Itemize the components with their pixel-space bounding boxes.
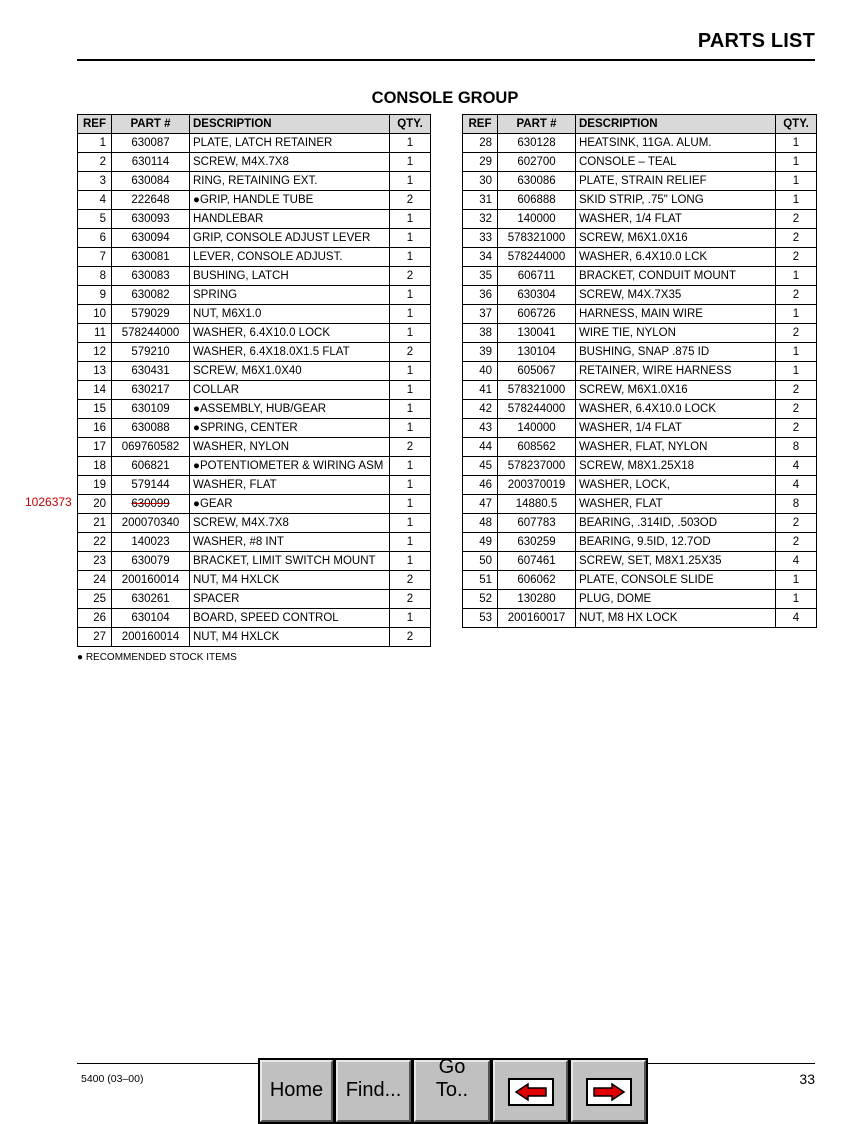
cell-ref: 42 [463, 400, 498, 419]
cell-ref: 22 [78, 533, 112, 552]
table-row [463, 286, 817, 305]
table-row [463, 476, 817, 495]
cell-part: 130041 [498, 324, 576, 343]
cell-part: 606821 [112, 457, 190, 476]
cell-part: 140000 [498, 419, 576, 438]
cell-desc: ●SPRING, CENTER [190, 419, 390, 438]
cell-desc: NUT, M4 HXLCK [190, 571, 390, 590]
cell-ref: 48 [463, 514, 498, 533]
cell-qty: 2 [776, 286, 817, 305]
cell-qty: 1 [390, 153, 431, 172]
cell-part: 14880.5 [498, 495, 576, 514]
cell-ref: 1 [78, 134, 112, 153]
cell-qty: 1 [390, 248, 431, 267]
table-row [78, 533, 431, 552]
cell-part: 579210 [112, 343, 190, 362]
cell-qty: 1 [390, 533, 431, 552]
cell-desc: SCREW, M4X.7X35 [576, 286, 776, 305]
table-row [463, 305, 817, 324]
cell-qty: 2 [776, 210, 817, 229]
cell-part: 606062 [498, 571, 576, 590]
cell-part: 200160014 [112, 571, 190, 590]
cell-qty: 2 [776, 533, 817, 552]
cell-qty: 1 [776, 362, 817, 381]
cell-ref: 49 [463, 533, 498, 552]
table-row [463, 381, 817, 400]
cell-ref: 19 [78, 476, 112, 495]
cell-qty: 1 [776, 172, 817, 191]
cell-qty: 2 [776, 400, 817, 419]
home-button[interactable]: Home [260, 1060, 333, 1122]
table-row [463, 191, 817, 210]
cell-part: 200370019 [498, 476, 576, 495]
cell-qty: 1 [776, 305, 817, 324]
cell-desc: WASHER, 6.4X10.0 LOCK [576, 400, 776, 419]
cell-desc: BUSHING, SNAP .875 ID [576, 343, 776, 362]
table-row [463, 438, 817, 457]
revision-note: 1026373 [25, 495, 72, 509]
table-row [463, 457, 817, 476]
top-divider [77, 59, 815, 61]
cell-ref: 24 [78, 571, 112, 590]
cell-desc: RETAINER, WIRE HARNESS [576, 362, 776, 381]
table-row [463, 419, 817, 438]
cell-desc: SCREW, M6X1.0X16 [576, 229, 776, 248]
cell-qty: 1 [390, 457, 431, 476]
cell-desc: WASHER, 1/4 FLAT [576, 210, 776, 229]
cell-ref: 37 [463, 305, 498, 324]
cell-desc: NUT, M4 HXLCK [190, 628, 390, 647]
cell-part: 630217 [112, 381, 190, 400]
cell-ref: 44 [463, 438, 498, 457]
cell-qty: 1 [390, 305, 431, 324]
cell-ref: 41 [463, 381, 498, 400]
cell-part: 630086 [498, 172, 576, 191]
cell-desc: SCREW, M8X1.25X18 [576, 457, 776, 476]
table-row [463, 552, 817, 571]
table-row [78, 381, 431, 400]
table-row [463, 172, 817, 191]
cell-part: 130104 [498, 343, 576, 362]
cell-qty: 4 [776, 476, 817, 495]
table-row [78, 571, 431, 590]
cell-qty: 1 [776, 267, 817, 286]
cell-qty: 1 [390, 362, 431, 381]
table-row [463, 514, 817, 533]
cell-desc: HANDLEBAR [190, 210, 390, 229]
cell-ref: 10 [78, 305, 112, 324]
cell-desc: HARNESS, MAIN WIRE [576, 305, 776, 324]
table-row [463, 609, 817, 628]
table-row [78, 305, 431, 324]
group-title: CONSOLE GROUP [371, 89, 519, 107]
cell-part: 608562 [498, 438, 576, 457]
cell-qty: 2 [390, 343, 431, 362]
cell-desc: WASHER, FLAT [576, 495, 776, 514]
table-row [78, 229, 431, 248]
table-row [463, 533, 817, 552]
cell-qty: 1 [390, 476, 431, 495]
cell-desc: BRACKET, LIMIT SWITCH MOUNT [190, 552, 390, 571]
cell-qty: 4 [776, 552, 817, 571]
cell-ref: 40 [463, 362, 498, 381]
cell-desc: WASHER, 6.4X10.0 LOCK [190, 324, 390, 343]
table-header-row [463, 115, 817, 134]
cell-desc: SPACER [190, 590, 390, 609]
cell-ref: 12 [78, 343, 112, 362]
table-header-row [78, 115, 431, 134]
cell-part: 578237000 [498, 457, 576, 476]
cell-desc: WIRE TIE, NYLON [576, 324, 776, 343]
cell-desc: WASHER, 6.4X18.0X1.5 FLAT [190, 343, 390, 362]
cell-part: 630259 [498, 533, 576, 552]
cell-part: 200160017 [498, 609, 576, 628]
cell-qty: 1 [390, 400, 431, 419]
cell-ref: 15 [78, 400, 112, 419]
cell-desc: HEATSINK, 11GA. ALUM. [576, 134, 776, 153]
cell-desc: RING, RETAINING EXT. [190, 172, 390, 191]
parts-table-right [462, 114, 817, 628]
cell-ref: 43 [463, 419, 498, 438]
cell-part: 579029 [112, 305, 190, 324]
cell-desc: SCREW, M6X1.0X16 [576, 381, 776, 400]
cell-qty: 2 [776, 229, 817, 248]
cell-part: 630128 [498, 134, 576, 153]
table-row [463, 590, 817, 609]
cell-part: 069760582 [112, 438, 190, 457]
cell-part: 200070340 [112, 514, 190, 533]
cell-desc: SCREW, M4X.7X8 [190, 514, 390, 533]
cell-part: 606711 [498, 267, 576, 286]
cell-qty: 1 [390, 552, 431, 571]
cell-ref: 51 [463, 571, 498, 590]
cell-part: 630104 [112, 609, 190, 628]
column-header-ref: REF [78, 115, 112, 134]
red-right-arrow-icon [586, 1078, 632, 1106]
cell-qty: 1 [390, 609, 431, 628]
cell-qty: 1 [390, 210, 431, 229]
cell-desc: WASHER, FLAT [190, 476, 390, 495]
cell-qty: 1 [776, 571, 817, 590]
table-row [463, 362, 817, 381]
cell-ref: 28 [463, 134, 498, 153]
cell-ref: 11 [78, 324, 112, 343]
table-row [78, 457, 431, 476]
parts-table-left-body [78, 134, 431, 647]
cell-qty: 2 [776, 324, 817, 343]
cell-qty: 1 [776, 153, 817, 172]
cell-qty: 2 [390, 628, 431, 647]
cell-desc: SCREW, SET, M8X1.25X35 [576, 552, 776, 571]
table-row [463, 571, 817, 590]
table-row [78, 628, 431, 647]
cell-desc: SCREW, M6X1.0X40 [190, 362, 390, 381]
cell-qty: 2 [776, 381, 817, 400]
cell-ref: 29 [463, 153, 498, 172]
table-row [78, 153, 431, 172]
cell-part: 630087 [112, 134, 190, 153]
cell-ref: 53 [463, 609, 498, 628]
cell-part: 630079 [112, 552, 190, 571]
cell-qty: 4 [776, 609, 817, 628]
table-row [463, 343, 817, 362]
cell-ref: 16 [78, 419, 112, 438]
cell-qty: 1 [776, 134, 817, 153]
table-row [463, 267, 817, 286]
cell-part: 630083 [112, 267, 190, 286]
cell-desc: LEVER, CONSOLE ADJUST. [190, 248, 390, 267]
cell-ref: 4 [78, 191, 112, 210]
cell-ref: 26 [78, 609, 112, 628]
table-row [78, 172, 431, 191]
table-row [78, 400, 431, 419]
column-header-qty: QTY. [776, 115, 817, 134]
table-row [78, 495, 431, 514]
cell-desc: PLATE, LATCH RETAINER [190, 134, 390, 153]
cell-desc: SPRING [190, 286, 390, 305]
cell-part: 630088 [112, 419, 190, 438]
cell-ref: 7 [78, 248, 112, 267]
cell-desc: WASHER, 6.4X10.0 LCK [576, 248, 776, 267]
cell-part: 630081 [112, 248, 190, 267]
cell-desc: GRIP, CONSOLE ADJUST LEVER [190, 229, 390, 248]
cell-qty: 1 [776, 343, 817, 362]
cell-ref: 25 [78, 590, 112, 609]
table-row [78, 609, 431, 628]
document-code: 5400 (03–00) [81, 1073, 144, 1085]
cell-desc: BEARING, 9.5ID, 12.7OD [576, 533, 776, 552]
cell-ref: 32 [463, 210, 498, 229]
cell-ref: 8 [78, 267, 112, 286]
cell-qty: 1 [390, 286, 431, 305]
cell-ref: 6 [78, 229, 112, 248]
cell-desc: SKID STRIP, .75" LONG [576, 191, 776, 210]
cell-part: 578321000 [498, 381, 576, 400]
cell-part: 606888 [498, 191, 576, 210]
cell-desc: ●GRIP, HANDLE TUBE [190, 191, 390, 210]
cell-part: 630304 [498, 286, 576, 305]
cell-qty: 8 [776, 495, 817, 514]
cell-desc: PLATE, CONSOLE SLIDE [576, 571, 776, 590]
cell-desc: COLLAR [190, 381, 390, 400]
previous-page-button[interactable] [493, 1060, 568, 1122]
cell-desc: BOARD, SPEED CONTROL [190, 609, 390, 628]
column-header-qty: QTY. [390, 115, 431, 134]
cell-desc: WASHER, 1/4 FLAT [576, 419, 776, 438]
cell-desc: PLUG, DOME [576, 590, 776, 609]
table-row [78, 476, 431, 495]
cell-qty: 2 [390, 590, 431, 609]
cell-desc: BEARING, .314ID, .503OD [576, 514, 776, 533]
cell-part: 578244000 [498, 248, 576, 267]
cell-part: 607783 [498, 514, 576, 533]
table-row [78, 419, 431, 438]
cell-desc: CONSOLE – TEAL [576, 153, 776, 172]
table-row [78, 514, 431, 533]
cell-qty: 2 [390, 267, 431, 286]
cell-qty: 1 [390, 134, 431, 153]
column-header-ref: REF [463, 115, 498, 134]
cell-desc: WASHER, NYLON [190, 438, 390, 457]
cell-desc: NUT, M8 HX LOCK [576, 609, 776, 628]
table-row [78, 248, 431, 267]
cell-part: 630114 [112, 153, 190, 172]
cell-ref: 13 [78, 362, 112, 381]
cell-qty: 1 [390, 324, 431, 343]
cell-qty: 8 [776, 438, 817, 457]
cell-part: 607461 [498, 552, 576, 571]
cell-part: 130280 [498, 590, 576, 609]
cell-part: 630084 [112, 172, 190, 191]
cell-desc: BRACKET, CONDUIT MOUNT [576, 267, 776, 286]
column-header-part: PART # [112, 115, 190, 134]
cell-qty: 1 [390, 419, 431, 438]
table-row [463, 248, 817, 267]
cell-qty: 2 [776, 248, 817, 267]
cell-qty: 2 [776, 419, 817, 438]
table-row [463, 210, 817, 229]
cell-desc: SCREW, M4X.7X8 [190, 153, 390, 172]
cell-ref: 27 [78, 628, 112, 647]
cell-qty: 2 [390, 571, 431, 590]
find-button[interactable]: Find... [336, 1060, 411, 1122]
cell-qty: 1 [390, 229, 431, 248]
table-row [78, 210, 431, 229]
cell-desc: ●ASSEMBLY, HUB/GEAR [190, 400, 390, 419]
table-row [78, 590, 431, 609]
stock-items-footnote: ● RECOMMENDED STOCK ITEMS [77, 652, 237, 663]
cell-part: 630099 [112, 495, 190, 514]
table-row [463, 495, 817, 514]
cell-desc: WASHER, #8 INT [190, 533, 390, 552]
cell-part: 200160014 [112, 628, 190, 647]
cell-ref: 50 [463, 552, 498, 571]
cell-ref: 17 [78, 438, 112, 457]
table-row [78, 134, 431, 153]
cell-ref: 34 [463, 248, 498, 267]
cell-part: 140000 [498, 210, 576, 229]
cell-desc: NUT, M6X1.0 [190, 305, 390, 324]
table-row [463, 134, 817, 153]
cell-qty: 2 [390, 191, 431, 210]
cell-part: 578244000 [498, 400, 576, 419]
table-row [78, 343, 431, 362]
cell-ref: 23 [78, 552, 112, 571]
cell-part: 579144 [112, 476, 190, 495]
next-page-button[interactable] [571, 1060, 646, 1122]
cell-desc: ●GEAR [190, 495, 390, 514]
cell-part: 578321000 [498, 229, 576, 248]
go-to-button[interactable]: Go To.. [414, 1060, 490, 1122]
cell-qty: 4 [776, 457, 817, 476]
navigation-bar [258, 1058, 648, 1124]
table-row [78, 552, 431, 571]
cell-ref: 5 [78, 210, 112, 229]
table-row [78, 362, 431, 381]
page-title: PARTS LIST [697, 30, 815, 52]
cell-ref: 47 [463, 495, 498, 514]
table-row [78, 324, 431, 343]
cell-desc: PLATE, STRAIN RELIEF [576, 172, 776, 191]
cell-part: 605067 [498, 362, 576, 381]
cell-part: 630094 [112, 229, 190, 248]
cell-ref: 9 [78, 286, 112, 305]
table-row [463, 153, 817, 172]
cell-qty: 1 [776, 191, 817, 210]
cell-ref: 30 [463, 172, 498, 191]
cell-desc: ●POTENTIOMETER & WIRING ASM [190, 457, 390, 476]
table-row [463, 229, 817, 248]
cell-ref: 20 [78, 495, 112, 514]
parts-table-right-body [463, 134, 817, 628]
cell-qty: 1 [390, 172, 431, 191]
cell-qty: 2 [776, 514, 817, 533]
cell-part: 630082 [112, 286, 190, 305]
table-row [78, 191, 431, 210]
cell-ref: 31 [463, 191, 498, 210]
column-header-description: DESCRIPTION [576, 115, 776, 134]
cell-ref: 33 [463, 229, 498, 248]
cell-ref: 45 [463, 457, 498, 476]
table-row [463, 324, 817, 343]
cell-part: 630093 [112, 210, 190, 229]
cell-desc: WASHER, FLAT, NYLON [576, 438, 776, 457]
cell-ref: 3 [78, 172, 112, 191]
cell-qty: 1 [390, 381, 431, 400]
cell-part: 606726 [498, 305, 576, 324]
cell-ref: 21 [78, 514, 112, 533]
cell-part: 602700 [498, 153, 576, 172]
page-number: 33 [799, 1071, 815, 1087]
cell-qty: 1 [390, 514, 431, 533]
cell-part: 630261 [112, 590, 190, 609]
cell-qty: 1 [390, 495, 431, 514]
column-header-part: PART # [498, 115, 576, 134]
cell-part: 578244000 [112, 324, 190, 343]
cell-ref: 39 [463, 343, 498, 362]
table-row [78, 286, 431, 305]
cell-part: 222648 [112, 191, 190, 210]
table-row [463, 400, 817, 419]
cell-ref: 35 [463, 267, 498, 286]
cell-qty: 2 [390, 438, 431, 457]
cell-ref: 18 [78, 457, 112, 476]
cell-part: 630109 [112, 400, 190, 419]
cell-qty: 1 [776, 590, 817, 609]
parts-table-left [77, 114, 431, 647]
cell-part: 630431 [112, 362, 190, 381]
cell-part: 140023 [112, 533, 190, 552]
cell-ref: 14 [78, 381, 112, 400]
cell-desc: WASHER, LOCK, [576, 476, 776, 495]
cell-ref: 46 [463, 476, 498, 495]
cell-desc: BUSHING, LATCH [190, 267, 390, 286]
cell-ref: 52 [463, 590, 498, 609]
table-row [78, 267, 431, 286]
cell-ref: 36 [463, 286, 498, 305]
cell-ref: 2 [78, 153, 112, 172]
cell-ref: 38 [463, 324, 498, 343]
red-left-arrow-icon [508, 1078, 554, 1106]
column-header-description: DESCRIPTION [190, 115, 390, 134]
table-row [78, 438, 431, 457]
